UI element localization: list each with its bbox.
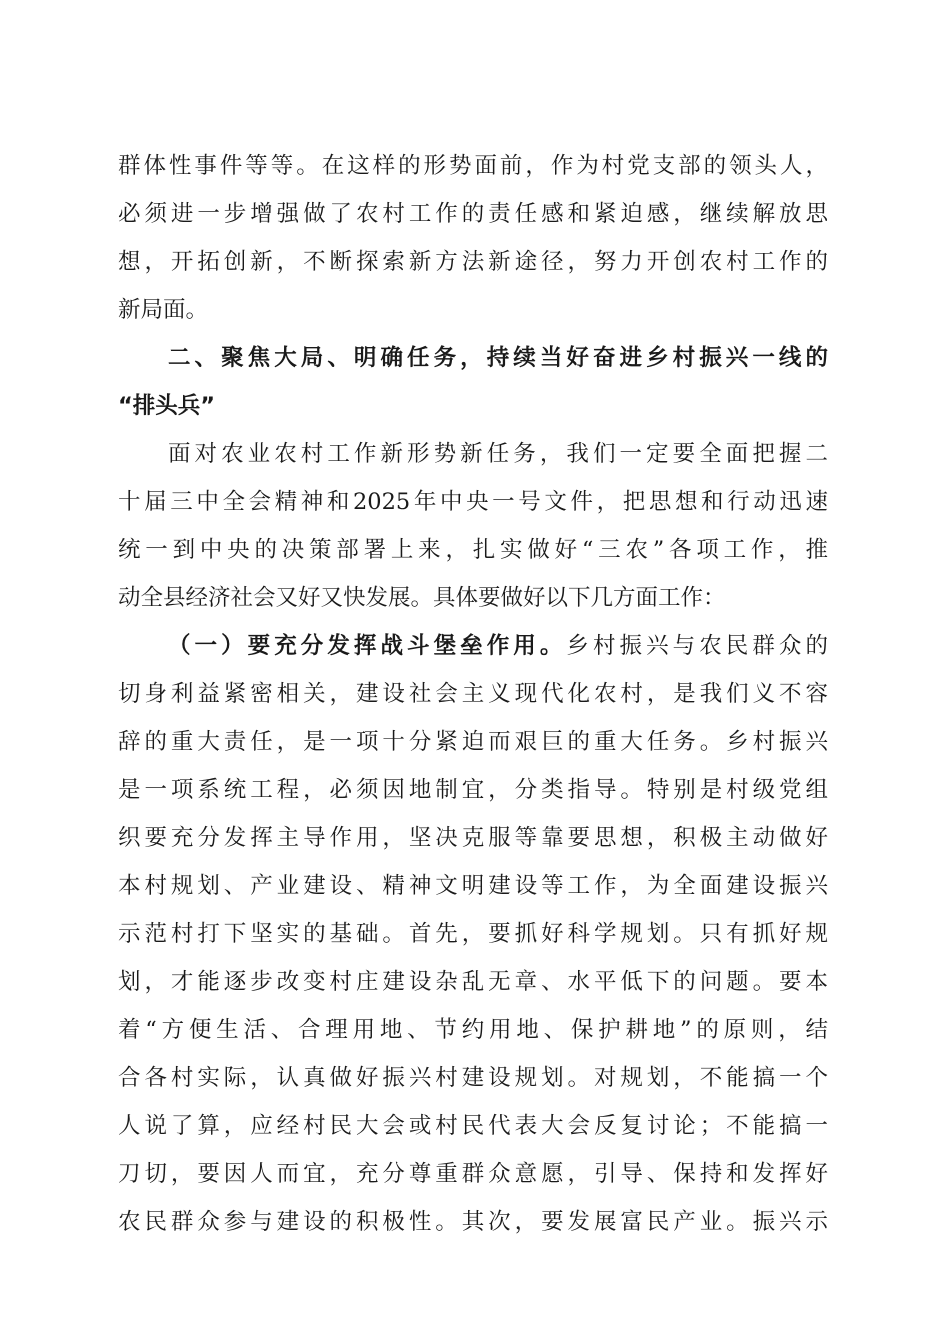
text-line: 动全县经济社会又好又快发展。具体要做好以下几方面工作： <box>118 585 726 611</box>
text-line: 本村规划、产业建设、精神文明建设等工作，为全面建设振兴 <box>118 873 828 899</box>
text-line: 统一到中央的决策部署上来，扎实做好“三农”各项工作，推 <box>118 537 828 563</box>
text-line: 示范村打下坚实的基础。首先，要抓好科学规划。只有抓好规 <box>118 921 828 947</box>
text-line: 着“方便生活、合理用地、节约用地、保护耕地”的原则，结 <box>118 1017 828 1043</box>
text-line <box>118 622 828 670</box>
document-body <box>118 142 828 1246</box>
text-line: 划，才能逐步改变村庄建设杂乱无章、水平低下的问题。要本 <box>118 969 828 995</box>
section-heading <box>118 334 828 430</box>
heading-line: 二、聚焦大局、明确任务，持续当好奋进乡村振兴一线的 <box>168 345 828 371</box>
text-line: 新局面。 <box>118 297 209 323</box>
text-line: 必须进一步增强做了农村工作的责任感和紧迫感，继续解放思 <box>118 201 828 227</box>
paragraph-3 <box>118 622 828 1246</box>
heading-line: “排头兵” <box>118 393 216 419</box>
paragraph-1 <box>118 142 828 334</box>
paragraph-2 <box>118 430 828 622</box>
text-line: 想，开拓创新，不断探索新方法新途径，努力开创农村工作的 <box>118 249 828 275</box>
text-line: 切身利益紧密相关，建设社会主义现代化农村，是我们义不容 <box>118 681 828 707</box>
text-line: 人说了算，应经村民大会或村民代表大会反复讨论；不能搞一 <box>118 1113 828 1139</box>
text-line: 群体性事件等等。在这样的形势面前，作为村党支部的领头人， <box>118 153 828 179</box>
text-line: 织要充分发挥主导作用，坚决克服等靠要思想，积极主动做好 <box>118 825 828 851</box>
subheading-lead: （一）要充分发挥战斗堡垒作用。 <box>168 633 567 659</box>
text-line: 十届三中全会精神和2025年中央一号文件，把思想和行动迅速 <box>118 489 828 515</box>
text-line: 农民群众参与建设的积极性。其次，要发展富民产业。振兴示 <box>118 1209 828 1235</box>
text-line: 刀切，要因人而宜，充分尊重群众意愿，引导、保持和发挥好 <box>118 1161 828 1187</box>
text-line: 辞的重大责任，是一项十分紧迫而艰巨的重大任务。乡村振兴 <box>118 729 828 755</box>
text-run: 乡村振兴与农民群众的 <box>566 633 828 659</box>
text-line: 合各村实际，认真做好振兴村建设规划。对规划，不能搞一个 <box>118 1065 828 1091</box>
text-line: 是一项系统工程，必须因地制宜，分类指导。特别是村级党组 <box>118 777 828 803</box>
text-line: 面对农业农村工作新形势新任务，我们一定要全面把握二 <box>168 441 828 467</box>
